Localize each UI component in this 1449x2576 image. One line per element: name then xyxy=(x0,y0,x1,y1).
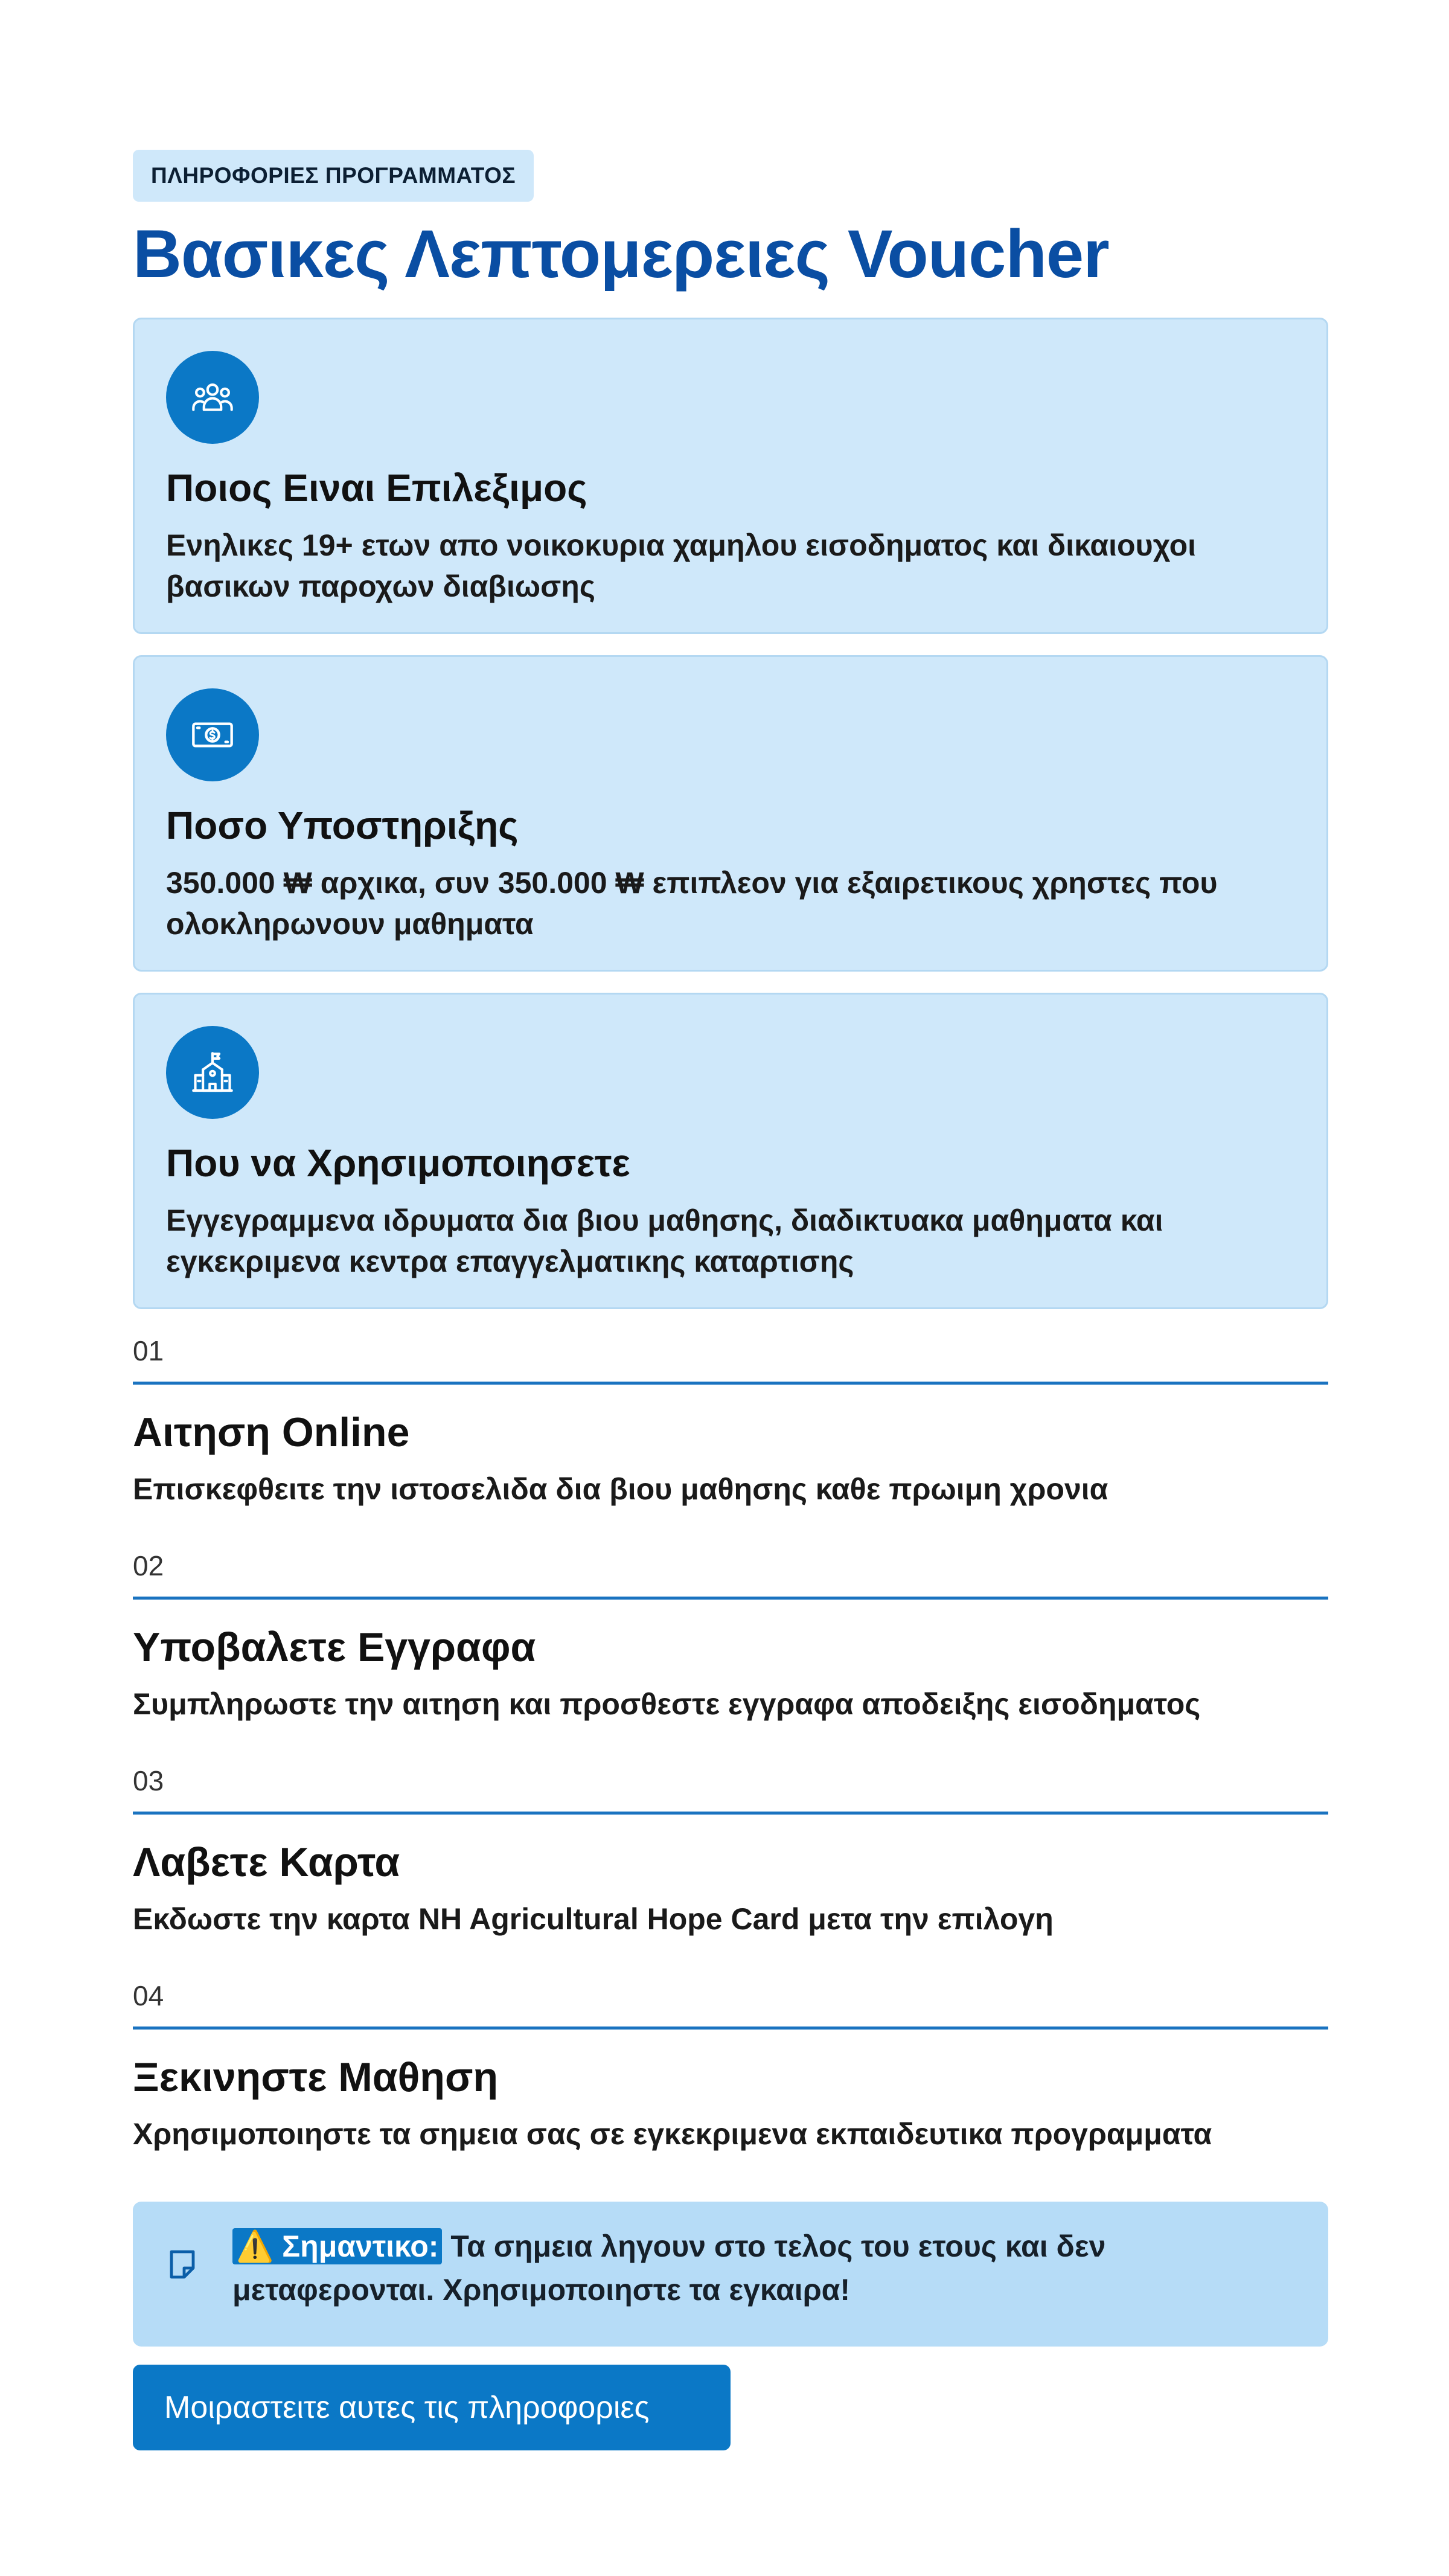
card-title: Που να Χρησιμοποιησετε xyxy=(166,1141,630,1185)
info-cards xyxy=(133,318,1328,1309)
step-item xyxy=(133,1762,1328,1977)
share-button[interactable]: Μοιραστειτε αυτες τις πληροφοριες xyxy=(133,2365,731,2450)
step-divider xyxy=(133,1382,1328,1385)
card-title: Ποιος Ειναι Επιλεξιμος xyxy=(166,466,587,510)
info-card-where xyxy=(133,993,1328,1309)
step-number: 02 xyxy=(133,1550,164,1581)
school-icon xyxy=(166,1026,259,1119)
step-number: 01 xyxy=(133,1335,164,1366)
step-number: 03 xyxy=(133,1765,164,1796)
important-notice xyxy=(133,2202,1328,2347)
step-item xyxy=(133,1547,1328,1762)
step-title: Αιτηση Online xyxy=(133,1409,410,1455)
card-description: 350.000 ₩ αρχικα, συν 350.000 ₩ επιπλεον για εξαιρετικους χρηστες που ολοκληρωνουν μαθηματα xyxy=(166,866,1218,941)
notice-label: ⚠️ Σημαντικο: xyxy=(232,2228,442,2264)
info-card-eligibility xyxy=(133,318,1328,634)
step-divider xyxy=(133,1812,1328,1815)
money-icon xyxy=(166,688,259,781)
step-description: Χρησιμοποιηστε τα σημεια σας σε εγκεκριμενα εκπαιδευτικα προγραμματα xyxy=(133,2117,1212,2151)
step-divider xyxy=(133,1597,1328,1600)
note-icon xyxy=(168,2248,197,2281)
notice-text xyxy=(232,2225,1283,2312)
step-title: Υποβαλετε Εγγραφα xyxy=(133,1624,536,1670)
step-title: Λαβετε Καρτα xyxy=(133,1839,400,1885)
step-description: Επισκεφθειτε την ιστοσελιδα δια βιου μαθησης καθε πρωιμη χρονια xyxy=(133,1472,1108,1506)
step-divider xyxy=(133,2027,1328,2030)
step-item xyxy=(133,1977,1328,2192)
card-description: Εγγεγραμμενα ιδρυματα δια βιου μαθησης, διαδικτυακα μαθηματα και εγκεκριμενα κεντρα επαγγελματικης καταρτισης xyxy=(166,1203,1163,1278)
card-title: Ποσο Υποστηριξης xyxy=(166,804,519,847)
step-description: Εκδωστε την καρτα NH Agricultural Hope Card μετα την επιλογη xyxy=(133,1902,1054,1936)
group-icon xyxy=(166,351,259,444)
step-number: 04 xyxy=(133,1980,164,2011)
step-title: Ξεκινηστε Μαθηση xyxy=(133,2054,499,2100)
step-item xyxy=(133,1332,1328,1547)
notice-message: Τα σημεια ληγουν στο τελος του ετους και δεν μεταφερονται. Χρησιμοποιηστε τα εγκαιρα! xyxy=(232,2229,1106,2307)
steps-list xyxy=(133,1332,1328,2192)
info-card-amount xyxy=(133,655,1328,972)
section-badge: ΠΛΗΡΟΦΟΡΙΕΣ ΠΡΟΓΡΑΜΜΑΤΟΣ xyxy=(133,150,534,202)
card-description: Ενηλικες 19+ ετων απο νοικοκυρια χαμηλου εισοδηματος και δικαιουχοι βασικων παροχων διαβιωσης xyxy=(166,528,1197,603)
page-title: Βασικες Λεπτομερειες Voucher xyxy=(133,216,1109,292)
step-description: Συμπληρωστε την αιτηση και προσθεστε εγγραφα αποδειξης εισοδηματος xyxy=(133,1687,1201,1721)
program-info-section xyxy=(133,150,1328,2347)
